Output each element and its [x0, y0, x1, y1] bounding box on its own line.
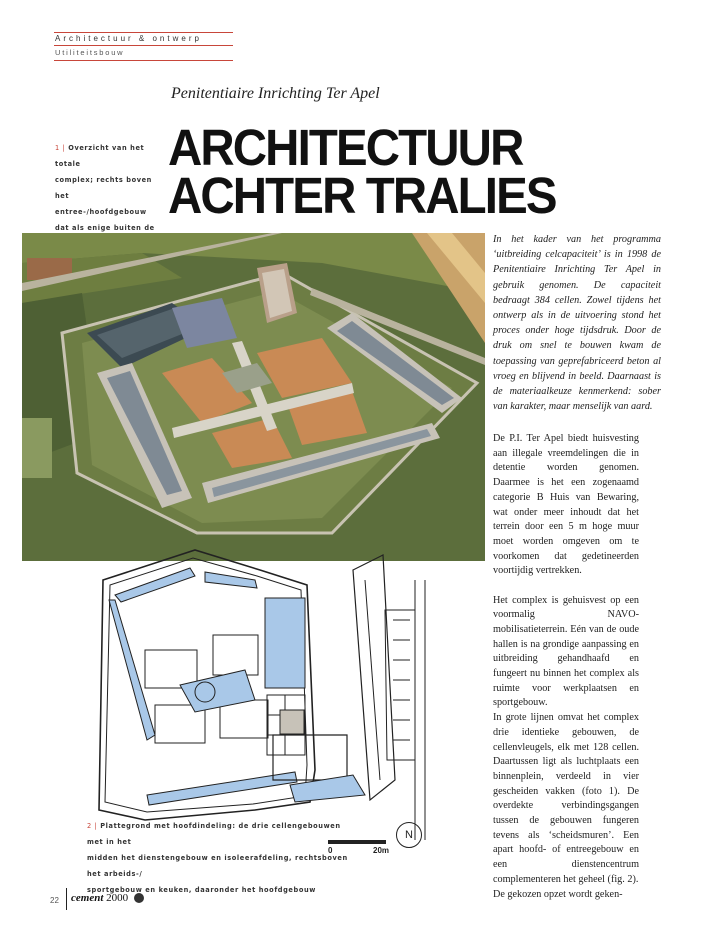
section-title: Architectuur & ontwerp: [55, 34, 202, 43]
figure1-caption: 1 | Overzicht van het totale complex; rechts boven het entree-/hoofdgebouw dat als enige buiten de: [55, 140, 165, 264]
figure2-caption: 2 | Plattegrond met hoofdindeling: de drie cellengebouwen met in het midden het dienstengebouw en isoleerafdeling, rechtsboven het arbeids-/ sportgebouw en keuken, daaronder het hoofdgebouw: [87, 822, 348, 894]
floor-plan: [85, 540, 485, 858]
header-rule-mid: [54, 45, 233, 46]
scale-label-end: 20m: [373, 846, 390, 855]
body-paragraph: De P.I. Ter Apel biedt huisvesting aan illegale vreemdelingen die in detentie worden genomen. Daarmee is het een zogenaamd categorie B Huis van Bewaring, wat onder meer inhoudt dat het terrein door een 5 m hoge muur moet worden omgeven om te voorkomen dat gedetineerden voortijdig vertrekken.: [493, 433, 639, 577]
north-label: N: [405, 829, 413, 841]
article-intro: In het kader van het programma ‘uitbreiding celcapaciteit’ is in 1998 de Penitentiaire Inrichting Ter Apel in gebruik genomen. De capaciteit bedraagt 384 cellen. Zowel tijdens het ontwerp als in de uitvoering stond het proces onder hoge tijdsdruk. Door de druk om snel te bouwen kwam de toepassing van geprefabriceerd beton al vroeg en blijvend in beeld. Daarnaast is de materiaalkeuze kenmerkend: sober van karakter, maar menselijk van aard.: [493, 234, 661, 413]
article-kicker: Penitentiaire Inrichting Ter Apel: [171, 85, 380, 102]
body-paragraph: In grote lijnen omvat het complex drie identieke gebouwen, de cellenvleugels, elk met 128 cellen. Daartussen ligt als luchtplaats een binnenplein, verdeeld in vier gescheiden vakken (foto 1). De overdekte verbindingsgangen tussen de gebouwen fungeren tevens als ‘scheidsmuren’. Een apart hoofd- of entreegebouw en een dienstencentrum complementeren het geheel (fig. 2).: [493, 712, 639, 885]
header-rule-top: [54, 32, 233, 33]
footer-divider: [66, 888, 67, 910]
figure2-number: 2 |: [87, 822, 98, 830]
article-body: [493, 432, 639, 902]
page-number: 22: [50, 896, 59, 905]
body-paragraph: Het complex is gehuisvest op een voormalig NAVO-mobilisatieterrein. Eén van de oude hallen is na grondige aanpassing en uitbreiding gehandhaafd en fungeert nu binnen het complex als ruimte voor werkplaatsen en sportgebouw.: [493, 594, 639, 709]
headline-line-1: ARCHITECTUUR: [168, 119, 523, 176]
magazine-year: 2000: [106, 892, 129, 904]
subsection-title: Utiliteitsbouw: [55, 48, 125, 57]
figure1-number: 1 |: [55, 144, 66, 152]
issue-mark-icon: [135, 894, 143, 902]
header-rule-bottom: [54, 60, 233, 61]
scale-label-start: 0: [328, 846, 333, 855]
magazine-name: cement 2000: [71, 892, 129, 904]
aerial-photo: [22, 233, 485, 561]
north-arrow-icon: [396, 822, 422, 848]
headline-line-2: ACHTER TRALIES: [168, 167, 556, 224]
body-paragraph: De gekozen opzet wordt geken-: [493, 888, 623, 900]
